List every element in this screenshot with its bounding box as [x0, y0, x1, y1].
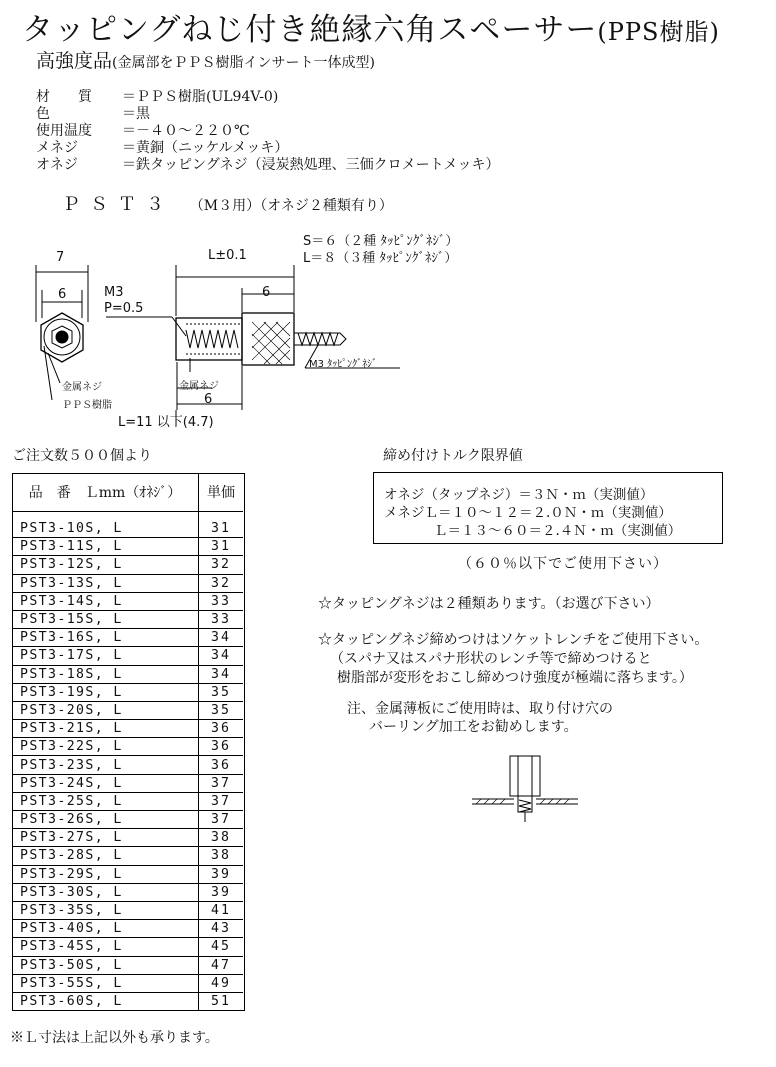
table-row — [12, 556, 243, 574]
part-number-cell: PST3-27S, L — [12, 829, 199, 847]
table-row — [12, 811, 243, 829]
part-number-cell: PST3-25S, L — [12, 792, 199, 810]
part-number-cell: PST3-15S, L — [12, 610, 199, 628]
torque-title: 締め付けトルク限界値 — [383, 448, 523, 464]
unit-price-cell: 35 — [199, 683, 244, 701]
unit-price-cell: 39 — [199, 883, 244, 901]
unit-price-cell: 34 — [199, 647, 244, 665]
technical-drawing — [0, 0, 776, 440]
torque-line-female-1: メネジＬ＝１０～１２＝２.０Ｎ・ｍ（実測値） — [384, 505, 672, 521]
part-number-cell: PST3-19S, L — [12, 683, 199, 701]
spec-label: 使用温度 — [36, 123, 92, 139]
table-row — [12, 974, 243, 992]
spec-value: ＝鉄タッピングネジ（浸炭熱処理、三価クロメートメッキ） — [122, 157, 500, 173]
part-number-cell: PST3-29S, L — [12, 865, 199, 883]
dim-6-bottom-label: 6 — [204, 392, 213, 407]
unit-price-cell: 37 — [199, 792, 244, 810]
table-row — [12, 938, 243, 956]
subtitle-note: (金属部をＰＰＳ樹脂インサート一体成型) — [112, 55, 375, 71]
part-number-cell: PST3-45S, L — [12, 938, 199, 956]
unit-price-cell: 47 — [199, 956, 244, 974]
table-row — [12, 520, 243, 538]
model-name: ＰＳＴ３ — [62, 194, 174, 215]
spec-value: ＝黄銅（ニッケルメッキ） — [122, 140, 289, 156]
unit-price-cell: 39 — [199, 865, 244, 883]
part-number-cell: PST3-17S, L — [12, 647, 199, 665]
metal-thread-label-2: 金属ネジ — [179, 381, 219, 392]
part-number-cell: PST3-30S, L — [12, 883, 199, 901]
table-row — [12, 592, 243, 610]
table-row — [12, 647, 243, 665]
table-row — [12, 756, 243, 774]
m3-label: M3 — [104, 285, 124, 300]
unit-price-cell: 43 — [199, 920, 244, 938]
footnote: ※Ｌ寸法は上記以外も承ります。 — [10, 1030, 219, 1046]
remark-spanner-1: （スパナ又はスパナ形状のレンチ等で締めつけると — [330, 651, 652, 667]
unit-price-cell: 36 — [199, 720, 244, 738]
part-number-cell: PST3-35S, L — [12, 901, 199, 919]
header-unit-price: 単価 — [199, 473, 244, 512]
table-row — [12, 738, 243, 756]
unit-price-cell: 32 — [199, 556, 244, 574]
l-tolerance-label: L±0.1 — [208, 248, 247, 263]
part-number-cell: PST3-16S, L — [12, 629, 199, 647]
unit-price-cell: 31 — [199, 520, 244, 538]
header-part-number: 品 番 Ｌmm（ｵﾈｼﾞ） — [12, 473, 199, 512]
unit-price-cell: 33 — [199, 592, 244, 610]
remark-socket-wrench: ☆タッピングネジ締めつけはソケットレンチをご使用下さい。 — [318, 632, 709, 648]
unit-price-cell: 37 — [199, 811, 244, 829]
pitch-label: P=0.5 — [104, 301, 144, 316]
unit-price-cell: 38 — [199, 847, 244, 865]
table-header-row — [12, 473, 243, 512]
remark-tapping-types: ☆タッピングネジは２種類あります。（お選び下さい） — [318, 596, 660, 612]
unit-price-cell: 32 — [199, 574, 244, 592]
table-row — [12, 901, 243, 919]
spec-value: ＝ＰＰＳ樹脂(UL94V-0) — [122, 89, 279, 105]
pps-resin-label: ＰＰＳ樹脂 — [62, 400, 112, 411]
unit-price-cell: 49 — [199, 974, 244, 992]
spec-label: 材 質 — [36, 89, 92, 105]
part-number-cell: PST3-10S, L — [12, 520, 199, 538]
spacer-cell — [199, 512, 244, 521]
table-row — [12, 683, 243, 701]
table-row — [12, 865, 243, 883]
table-row — [12, 720, 243, 738]
table-row — [12, 829, 243, 847]
unit-price-cell: 33 — [199, 610, 244, 628]
dim-7-label: 7 — [56, 250, 65, 265]
table-row — [12, 920, 243, 938]
part-number-cell: PST3-20S, L — [12, 701, 199, 719]
subtitle-main: 高強度品 — [36, 50, 113, 72]
unit-price-cell: 36 — [199, 738, 244, 756]
parts-table-body — [12, 512, 243, 1011]
unit-price-cell: 45 — [199, 938, 244, 956]
spec-label: オネジ — [36, 157, 78, 173]
part-number-cell: PST3-22S, L — [12, 738, 199, 756]
part-number-cell: PST3-24S, L — [12, 774, 199, 792]
spec-value: ＝－４０～２２０℃ — [122, 123, 250, 139]
part-number-cell: PST3-23S, L — [12, 756, 199, 774]
part-number-cell: PST3-11S, L — [12, 538, 199, 556]
unit-price-cell: 34 — [199, 665, 244, 683]
table-row — [12, 538, 243, 556]
model-note: （M３用）（オネジ２種類有り） — [189, 198, 393, 214]
part-number-cell: PST3-13S, L — [12, 574, 199, 592]
torque-line-male: オネジ（タップネジ）＝３Ｎ・ｍ（実測値） — [384, 487, 654, 503]
part-number-cell: PST3-55S, L — [12, 974, 199, 992]
table-row — [12, 992, 243, 1010]
spec-label: メネジ — [36, 140, 78, 156]
part-number-cell: PST3-60S, L — [12, 992, 199, 1010]
unit-price-cell: 41 — [199, 901, 244, 919]
metal-thread-label: 金属ネジ — [62, 382, 102, 393]
torque-line-female-2: Ｌ＝１３～６０＝２.４Ｎ・ｍ（実測値） — [434, 523, 682, 539]
table-row — [12, 792, 243, 810]
table-row — [12, 956, 243, 974]
l-spec-label: L＝８（３種 ﾀｯﾋﾟﾝｸﾞﾈｼﾞ） — [303, 251, 458, 266]
s-spec-label: S＝６（２種 ﾀｯﾋﾟﾝｸﾞﾈｼﾞ） — [303, 234, 459, 249]
title-suffix: (PPS樹脂) — [597, 18, 720, 46]
torque-box — [373, 472, 723, 544]
unit-price-cell: 35 — [199, 701, 244, 719]
part-number-cell: PST3-18S, L — [12, 665, 199, 683]
torque-note: （６０％以下でご使用下さい） — [458, 556, 668, 572]
table-spacer — [12, 512, 243, 521]
unit-price-cell: 31 — [199, 538, 244, 556]
spacer-cell — [12, 512, 199, 521]
mounting-sketch — [470, 752, 580, 827]
part-number-cell: PST3-40S, L — [12, 920, 199, 938]
part-number-cell: PST3-50S, L — [12, 956, 199, 974]
dim-6-left-label: 6 — [58, 287, 67, 302]
part-number-cell: PST3-28S, L — [12, 847, 199, 865]
order-note: ご注文数５００個より — [12, 448, 152, 464]
m3-tapping-label: M3 ﾀｯﾋﾟﾝｸﾞﾈｼﾞ — [309, 359, 378, 370]
table-row — [12, 665, 243, 683]
unit-price-cell: 36 — [199, 756, 244, 774]
unit-price-cell: 38 — [199, 829, 244, 847]
remark-burring: バーリング加工をお勧めします。 — [369, 719, 578, 735]
l-11-label: L=11 以下(4.7) — [118, 415, 214, 430]
part-number-cell: PST3-21S, L — [12, 720, 199, 738]
table-row — [12, 701, 243, 719]
table-row — [12, 883, 243, 901]
table-row — [12, 847, 243, 865]
table-row — [12, 610, 243, 628]
unit-price-cell: 37 — [199, 774, 244, 792]
unit-price-cell: 51 — [199, 992, 244, 1010]
dim-6-top-label: 6 — [262, 285, 271, 300]
parts-table — [12, 473, 243, 1011]
table-row — [12, 629, 243, 647]
unit-price-cell: 34 — [199, 629, 244, 647]
remark-thin-sheet: 注、金属薄板にご使用時は、取り付け穴の — [347, 701, 613, 717]
table-row — [12, 574, 243, 592]
table-row — [12, 774, 243, 792]
part-number-cell: PST3-14S, L — [12, 592, 199, 610]
remark-spanner-2: 樹脂部が変形をおこし締めつけ強度が極端に落ちます。） — [337, 670, 693, 686]
spec-value: ＝黒 — [122, 106, 150, 122]
title-main: タッピングねじ付き絶縁六角スペーサー — [22, 12, 598, 48]
spec-label: 色 — [36, 106, 50, 122]
part-number-cell: PST3-12S, L — [12, 556, 199, 574]
part-number-cell: PST3-26S, L — [12, 811, 199, 829]
